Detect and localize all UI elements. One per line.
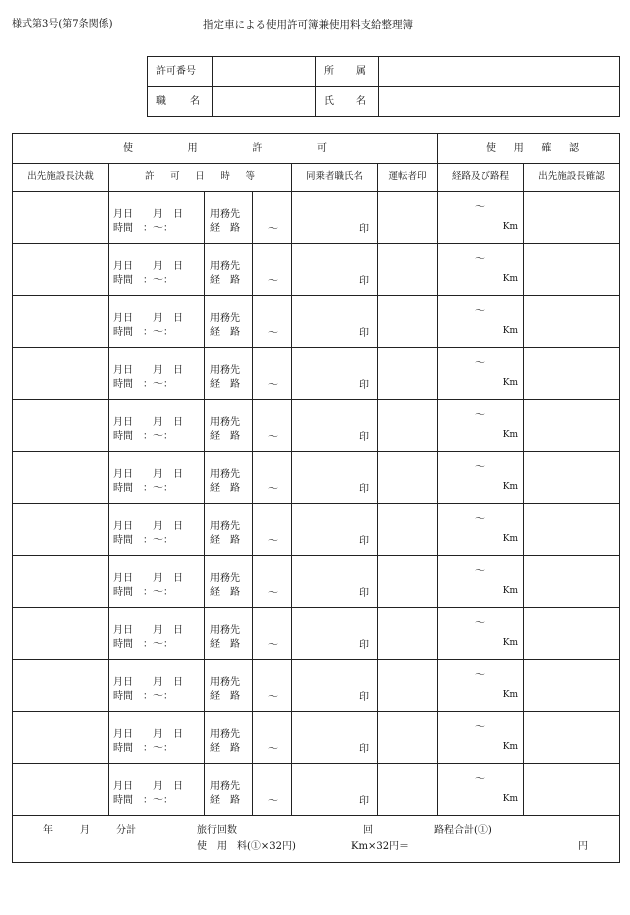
destination-label: 用務先 — [210, 781, 240, 792]
destination-label: 用務先 — [210, 573, 240, 584]
destination-cell[interactable] — [205, 608, 253, 660]
passenger-cell[interactable] — [292, 764, 378, 816]
table-row — [13, 712, 620, 764]
footer-yen: 円 — [578, 841, 588, 852]
route-distance-cell[interactable] — [438, 244, 524, 296]
km-unit: Km — [502, 638, 519, 648]
table-row — [13, 192, 620, 244]
footer-times: 回 — [363, 825, 373, 836]
tilde-mark: ～ — [268, 224, 278, 235]
route-distance-cell[interactable] — [438, 764, 524, 816]
km-unit: Km — [502, 482, 519, 492]
date-time-cell[interactable] — [109, 608, 205, 660]
permit-number-label: 許可番号 — [148, 57, 213, 87]
time-line: 時間 ：～： — [113, 223, 173, 234]
tilde-mark: ～ — [268, 536, 278, 547]
footer-year: 年 — [43, 825, 53, 836]
route-tilde-cell[interactable] — [253, 192, 292, 244]
route-label: 経 路 — [210, 431, 240, 442]
route-distance-cell[interactable] — [438, 556, 524, 608]
usage-table — [12, 133, 620, 863]
seal-mark: 印 — [359, 380, 369, 391]
route-tilde-cell[interactable] — [253, 400, 292, 452]
footer-summary — [13, 816, 620, 863]
tilde-mark: ～ — [475, 254, 486, 265]
approver-cell[interactable] — [13, 608, 109, 660]
km-unit: Km — [502, 586, 519, 596]
confirm-cell[interactable] — [524, 556, 620, 608]
destination-cell[interactable] — [205, 504, 253, 556]
date-line: 月日 月 日 — [113, 261, 183, 272]
tilde-mark: ～ — [268, 432, 278, 443]
passenger-cell[interactable] — [292, 452, 378, 504]
km-unit: Km — [502, 794, 519, 804]
passenger-cell[interactable] — [292, 556, 378, 608]
approver-cell[interactable] — [13, 296, 109, 348]
route-tilde-cell[interactable] — [253, 660, 292, 712]
date-time-cell[interactable] — [109, 712, 205, 764]
driver-seal-cell[interactable] — [378, 348, 438, 400]
passenger-cell[interactable] — [292, 712, 378, 764]
driver-seal-cell[interactable] — [378, 192, 438, 244]
confirm-cell[interactable] — [524, 348, 620, 400]
route-label: 経 路 — [210, 795, 240, 806]
driver-seal-cell[interactable] — [378, 400, 438, 452]
route-distance-cell[interactable] — [438, 192, 524, 244]
route-tilde-cell[interactable] — [253, 348, 292, 400]
tilde-mark: ～ — [268, 328, 278, 339]
route-distance-cell[interactable] — [438, 452, 524, 504]
table-row — [13, 348, 620, 400]
time-line: 時間 ：～： — [113, 327, 173, 338]
route-tilde-cell[interactable] — [253, 244, 292, 296]
date-time-cell[interactable] — [109, 764, 205, 816]
table-row — [13, 244, 620, 296]
confirm-cell[interactable] — [524, 452, 620, 504]
tilde-mark: ～ — [475, 462, 486, 473]
route-label: 経 路 — [210, 379, 240, 390]
km-unit: Km — [502, 742, 519, 752]
tilde-mark: ～ — [475, 566, 486, 577]
table-row — [13, 504, 620, 556]
time-line: 時間 ：～： — [113, 431, 173, 442]
info-box — [147, 56, 620, 117]
approver-cell[interactable] — [13, 192, 109, 244]
tilde-mark: ～ — [268, 692, 278, 703]
km-unit: Km — [502, 274, 519, 284]
time-line: 時間 ：～： — [113, 535, 173, 546]
confirm-cell[interactable] — [524, 192, 620, 244]
destination-cell[interactable] — [205, 556, 253, 608]
approver-cell[interactable] — [13, 452, 109, 504]
confirm-cell[interactable] — [524, 504, 620, 556]
route-distance-cell[interactable] — [438, 504, 524, 556]
time-line: 時間 ：～： — [113, 483, 173, 494]
time-line: 時間 ：～： — [113, 379, 173, 390]
approver-cell[interactable] — [13, 764, 109, 816]
date-time-cell[interactable] — [109, 452, 205, 504]
destination-label: 用務先 — [210, 625, 240, 636]
driver-seal-cell[interactable] — [378, 244, 438, 296]
confirm-cell[interactable] — [524, 764, 620, 816]
destination-label: 用務先 — [210, 729, 240, 740]
route-label: 経 路 — [210, 327, 240, 338]
confirm-cell[interactable] — [524, 400, 620, 452]
route-tilde-cell[interactable] — [253, 712, 292, 764]
date-time-cell[interactable] — [109, 244, 205, 296]
footer-trip-count-label: 旅行回数 — [197, 825, 237, 836]
approver-cell[interactable] — [13, 504, 109, 556]
table-row — [13, 452, 620, 504]
destination-label: 用務先 — [210, 677, 240, 688]
table-row — [13, 764, 620, 816]
seal-mark: 印 — [359, 744, 369, 755]
route-distance-cell[interactable] — [438, 712, 524, 764]
date-line: 月日 月 日 — [113, 573, 183, 584]
destination-cell[interactable] — [205, 400, 253, 452]
date-time-cell[interactable] — [109, 348, 205, 400]
route-tilde-cell[interactable] — [253, 296, 292, 348]
destination-label: 用務先 — [210, 365, 240, 376]
table-row — [13, 660, 620, 712]
date-line: 月日 月 日 — [113, 209, 183, 220]
date-time-cell[interactable] — [109, 556, 205, 608]
col-approver: 出先施設長決裁 — [13, 164, 109, 192]
time-line: 時間 ：～： — [113, 691, 173, 702]
footer-fee-label: 使 用 料(①×32円) — [197, 841, 296, 852]
destination-label: 用務先 — [210, 209, 240, 220]
destination-cell[interactable] — [205, 764, 253, 816]
table-row — [13, 556, 620, 608]
route-tilde-cell[interactable] — [253, 608, 292, 660]
date-time-cell[interactable] — [109, 504, 205, 556]
time-line: 時間 ：～： — [113, 743, 173, 754]
col-confirm: 出先施設長確認 — [524, 164, 620, 192]
destination-label: 用務先 — [210, 313, 240, 324]
tilde-mark: ～ — [268, 276, 278, 287]
footer-portion: 分計 — [116, 825, 136, 836]
destination-cell[interactable] — [205, 348, 253, 400]
col-passenger: 同乗者職氏名 — [292, 164, 378, 192]
passenger-cell[interactable] — [292, 244, 378, 296]
km-unit: Km — [502, 690, 519, 700]
approver-cell[interactable] — [13, 400, 109, 452]
tilde-mark: ～ — [268, 380, 278, 391]
km-unit: Km — [502, 534, 519, 544]
seal-mark: 印 — [359, 276, 369, 287]
date-time-cell[interactable] — [109, 296, 205, 348]
tilde-mark: ～ — [475, 618, 486, 629]
job-title-label: 職 名 — [148, 87, 213, 117]
form-number: 様式第3号(第7条関係) — [12, 19, 113, 30]
time-line: 時間 ：～： — [113, 639, 173, 650]
confirm-cell[interactable] — [524, 244, 620, 296]
date-line: 月日 月 日 — [113, 313, 183, 324]
seal-mark: 印 — [359, 536, 369, 547]
passenger-cell[interactable] — [292, 660, 378, 712]
passenger-cell[interactable] — [292, 608, 378, 660]
col-datetime: 許 可 日 時 等 — [109, 164, 292, 192]
tilde-mark: ～ — [475, 774, 486, 785]
route-label: 経 路 — [210, 483, 240, 494]
date-line: 月日 月 日 — [113, 781, 183, 792]
km-unit: Km — [502, 430, 519, 440]
permit-number-field[interactable] — [213, 57, 316, 87]
route-label: 経 路 — [210, 223, 240, 234]
time-line: 時間 ：～： — [113, 275, 173, 286]
footer-month: 月 — [80, 825, 90, 836]
date-line: 月日 月 日 — [113, 625, 183, 636]
seal-mark: 印 — [359, 484, 369, 495]
approver-cell[interactable] — [13, 712, 109, 764]
tilde-mark: ～ — [268, 588, 278, 599]
destination-label: 用務先 — [210, 521, 240, 532]
seal-mark: 印 — [359, 640, 369, 651]
destination-label: 用務先 — [210, 261, 240, 272]
table-row — [13, 296, 620, 348]
date-line: 月日 月 日 — [113, 469, 183, 480]
destination-label: 用務先 — [210, 417, 240, 428]
date-time-cell[interactable] — [109, 660, 205, 712]
destination-cell[interactable] — [205, 192, 253, 244]
col-route-distance: 経路及び路程 — [438, 164, 524, 192]
passenger-cell[interactable] — [292, 192, 378, 244]
approver-cell[interactable] — [13, 660, 109, 712]
destination-cell[interactable] — [205, 660, 253, 712]
tilde-mark: ～ — [268, 796, 278, 807]
driver-seal-cell[interactable] — [378, 660, 438, 712]
job-title-field[interactable] — [213, 87, 316, 117]
tilde-mark: ～ — [475, 722, 486, 733]
tilde-mark: ～ — [268, 640, 278, 651]
use-confirm-header: 使 用 確 認 — [438, 134, 620, 164]
driver-seal-cell[interactable] — [378, 556, 438, 608]
driver-seal-cell[interactable] — [378, 504, 438, 556]
date-time-cell[interactable] — [109, 192, 205, 244]
seal-mark: 印 — [359, 432, 369, 443]
destination-label: 用務先 — [210, 469, 240, 480]
affiliation-field[interactable] — [379, 57, 620, 87]
route-tilde-cell[interactable] — [253, 764, 292, 816]
date-line: 月日 月 日 — [113, 729, 183, 740]
table-row — [13, 608, 620, 660]
seal-mark: 印 — [359, 224, 369, 235]
passenger-cell[interactable] — [292, 504, 378, 556]
route-tilde-cell[interactable] — [253, 452, 292, 504]
km-unit: Km — [502, 378, 519, 388]
time-line: 時間 ：～： — [113, 587, 173, 598]
driver-seal-cell[interactable] — [378, 764, 438, 816]
destination-cell[interactable] — [205, 452, 253, 504]
seal-mark: 印 — [359, 692, 369, 703]
confirm-cell[interactable] — [524, 712, 620, 764]
approver-cell[interactable] — [13, 244, 109, 296]
col-driver-seal: 運転者印 — [378, 164, 438, 192]
confirm-cell[interactable] — [524, 660, 620, 712]
date-line: 月日 月 日 — [113, 417, 183, 428]
route-distance-cell[interactable] — [438, 660, 524, 712]
confirm-cell[interactable] — [524, 608, 620, 660]
route-distance-cell[interactable] — [438, 348, 524, 400]
tilde-mark: ～ — [475, 358, 486, 369]
route-label: 経 路 — [210, 743, 240, 754]
approver-cell[interactable] — [13, 348, 109, 400]
document-title: 指定車による使用許可簿兼使用料支給整理簿 — [203, 19, 413, 31]
date-line: 月日 月 日 — [113, 365, 183, 376]
route-tilde-cell[interactable] — [253, 504, 292, 556]
route-distance-cell[interactable] — [438, 296, 524, 348]
passenger-cell[interactable] — [292, 348, 378, 400]
tilde-mark: ～ — [475, 514, 486, 525]
footer-route-total: 路程合計(①) — [434, 825, 492, 836]
route-distance-cell[interactable] — [438, 608, 524, 660]
approver-cell[interactable] — [13, 556, 109, 608]
name-field[interactable] — [379, 87, 620, 117]
seal-mark: 印 — [359, 588, 369, 599]
route-label: 経 路 — [210, 535, 240, 546]
date-line: 月日 月 日 — [113, 521, 183, 532]
tilde-mark: ～ — [268, 484, 278, 495]
tilde-mark: ～ — [268, 744, 278, 755]
driver-seal-cell[interactable] — [378, 712, 438, 764]
use-permit-header: 使 用 許 可 — [13, 134, 438, 164]
route-tilde-cell[interactable] — [253, 556, 292, 608]
date-time-cell[interactable] — [109, 400, 205, 452]
name-label: 氏 名 — [316, 87, 379, 117]
footer-km-calc: Km×32円＝ — [351, 841, 410, 852]
tilde-mark: ～ — [475, 670, 486, 681]
destination-cell[interactable] — [205, 296, 253, 348]
tilde-mark: ～ — [475, 202, 486, 213]
driver-seal-cell[interactable] — [378, 452, 438, 504]
date-line: 月日 月 日 — [113, 677, 183, 688]
table-row — [13, 400, 620, 452]
tilde-mark: ～ — [475, 410, 486, 421]
km-unit: Km — [502, 222, 519, 232]
seal-mark: 印 — [359, 796, 369, 807]
driver-seal-cell[interactable] — [378, 296, 438, 348]
time-line: 時間 ：～： — [113, 795, 173, 806]
confirm-cell[interactable] — [524, 296, 620, 348]
route-label: 経 路 — [210, 691, 240, 702]
route-label: 経 路 — [210, 587, 240, 598]
destination-cell[interactable] — [205, 712, 253, 764]
destination-cell[interactable] — [205, 244, 253, 296]
driver-seal-cell[interactable] — [378, 608, 438, 660]
seal-mark: 印 — [359, 328, 369, 339]
affiliation-label: 所 属 — [316, 57, 379, 87]
tilde-mark: ～ — [475, 306, 486, 317]
km-unit: Km — [502, 326, 519, 336]
passenger-cell[interactable] — [292, 296, 378, 348]
route-label: 経 路 — [210, 639, 240, 650]
route-distance-cell[interactable] — [438, 400, 524, 452]
route-label: 経 路 — [210, 275, 240, 286]
passenger-cell[interactable] — [292, 400, 378, 452]
